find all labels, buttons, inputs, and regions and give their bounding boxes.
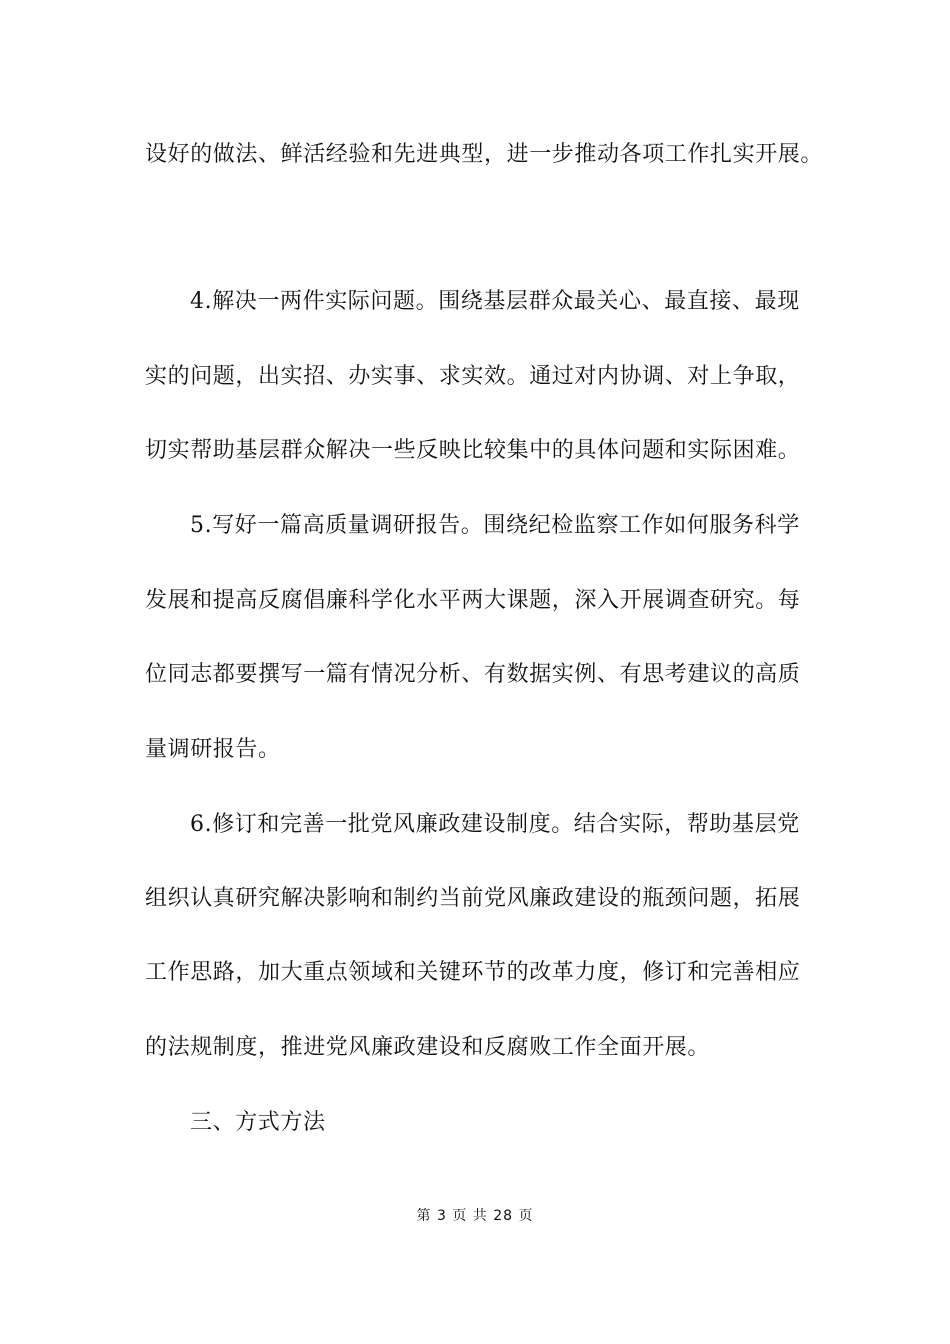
paragraph-line: 6.修订和完善一批党风廉政建设制度。结合实际，帮助基层党 — [190, 812, 800, 837]
paragraph-line: 位同志都要撰写一篇有情况分析、有数据实例、有思考建议的高质 — [145, 662, 801, 687]
paragraph-line: 工作思路，加大重点领域和关键环节的改革力度，修订和完善相应 — [145, 960, 801, 985]
paragraph-line: 5.写好一篇高质量调研报告。围绕纪检监察工作如何服务科学 — [190, 513, 800, 538]
paragraph-line: 的法规制度，推进党风廉政建设和反腐败工作全面开展。 — [145, 1035, 711, 1060]
paragraph-line: 组织认真研究解决影响和制约当前党风廉政建设的瓶颈问题，拓展 — [145, 886, 801, 911]
footer-prefix: 第 — [416, 1208, 432, 1224]
paragraph-line: 切实帮助基层群众解决一些反映比较集中的具体问题和实际困难。 — [145, 438, 801, 463]
paragraph-line: 发展和提高反腐倡廉科学化水平两大课题，深入开展调查研究。每 — [145, 588, 801, 613]
total-pages-number: 28 — [493, 1208, 514, 1224]
paragraph-line: 4.解决一两件实际问题。围绕基层群众最关心、最直接、最现 — [190, 289, 800, 314]
current-page-number: 3 — [436, 1208, 447, 1224]
footer-middle: 页 共 — [452, 1208, 488, 1224]
footer-suffix: 页 — [518, 1208, 534, 1224]
paragraph-line: 实的问题，出实招、办实事、求实效。通过对内协调、对上争取， — [145, 364, 801, 389]
page-footer — [0, 1207, 950, 1225]
section-heading: 三、方式方法 — [190, 1110, 326, 1135]
paragraph-line: 量调研报告。 — [145, 737, 281, 762]
paragraph-line: 设好的做法、鲜活经验和先进典型，进一步推动各项工作扎实开展。 — [145, 142, 824, 167]
